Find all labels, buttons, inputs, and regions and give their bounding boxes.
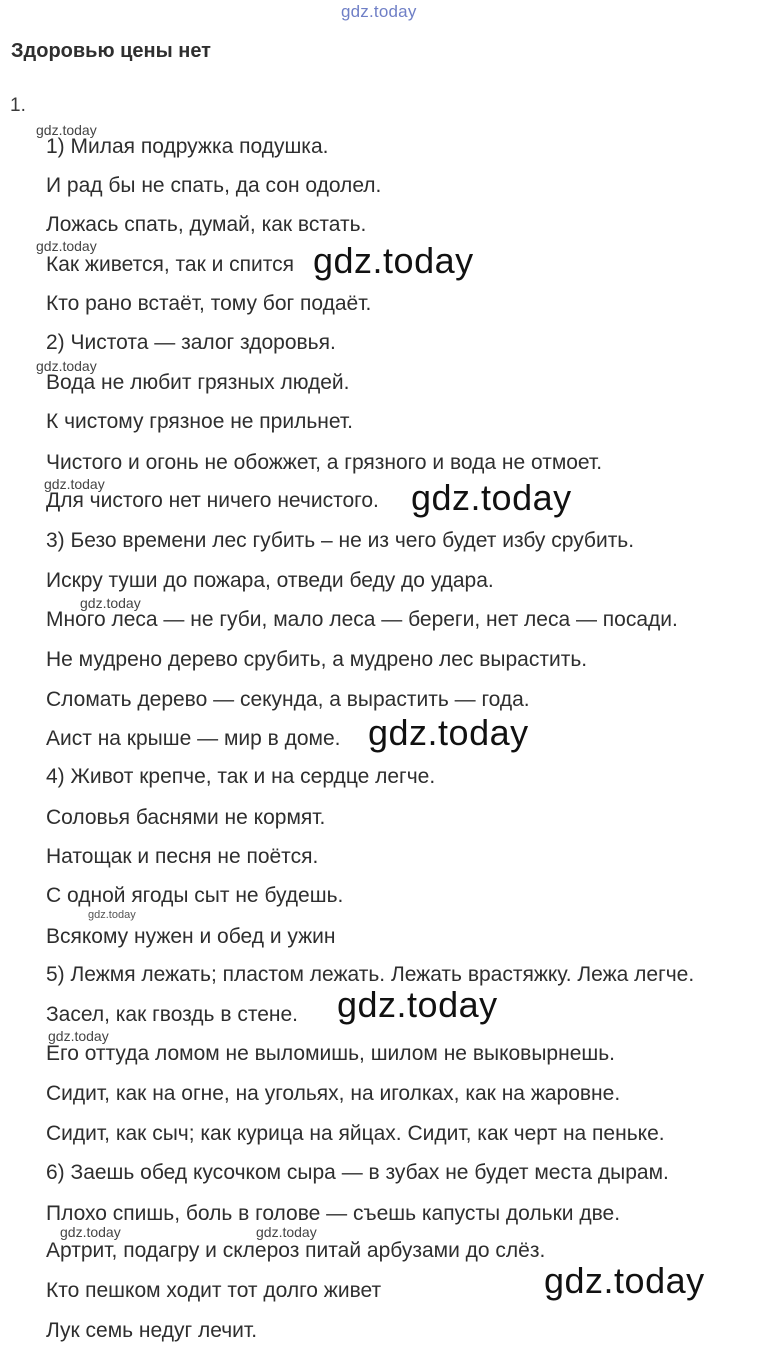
text-line: Лук семь недуг лечит. [46,1319,258,1342]
text-line: Для чистого нет ничего нечистого. [46,489,379,512]
text-line: Чистого и огонь не обожжет, а грязного и вода не отмоет. [46,451,603,474]
text-line: 4) Живот крепче, так и на сердце легче. [46,765,436,788]
text-line: Не мудрено дерево срубить, а мудрено лес вырастить. [46,648,588,671]
exercise-number: 1. [10,95,26,116]
watermark-large: gdz.today [337,984,498,1025]
text-line: Много леса — не губи, мало леса — береги, нет леса — посади. [46,608,678,631]
watermark-small: gdz.today [60,1224,121,1240]
text-line: Сидит, как на огне, на угольях, на иголках, как на жаровне. [46,1082,621,1105]
text-line: Ложась спать, думай, как встать. [46,213,367,236]
watermark-small: gdz.today [36,238,97,254]
text-line: 3) Безо времени лес губить – не из чего будет избу срубить. [46,529,635,552]
text-line: Натощак и песня не поётся. [46,845,319,868]
text-line: 2) Чистота — залог здоровья. [46,331,336,354]
watermark-small: gdz.today [80,595,141,611]
text-line: 5) Лежмя лежать; пластом лежать. Лежать врастяжку. Лежа легче. [46,963,695,986]
page-title: Здоровью цены нет [11,40,211,62]
watermark-small: gdz.today [44,476,105,492]
text-line: Вода не любит грязных людей. [46,371,350,394]
text-line: И рад бы не спать, да сон одолел. [46,174,382,197]
text-line: С одной ягоды сыт не будешь. [46,884,344,907]
text-line: Его оттуда ломом не выломишь, шилом не выковырнешь. [46,1042,615,1065]
text-line: К чистому грязное не прильнет. [46,410,353,433]
watermark-small: gdz.today [88,909,136,921]
watermark-small: gdz.today [48,1028,109,1044]
text-line: Сидит, как сыч; как курица на яйцах. Сидит, как черт на пеньке. [46,1122,665,1145]
watermark-large: gdz.today [313,240,474,281]
text-line: Искру туши до пожара, отведи беду до удара. [46,569,494,592]
text-line: Артрит, подагру и склероз питай арбузами до слёз. [46,1239,546,1262]
text-line: Плохо спишь, боль в голове — съешь капусты дольки две. [46,1202,621,1225]
text-line: Кто пешком ходит тот долго живет [46,1279,382,1302]
text-line: Засел, как гвоздь в стене. [46,1003,298,1026]
watermark-large: gdz.today [544,1260,705,1301]
text-line: Как живется, так и спится [46,253,295,276]
text-line: Аист на крыше — мир в доме. [46,727,341,750]
text-line: Соловья баснями не кормят. [46,806,326,829]
text-line: 6) Заешь обед кусочком сыра — в зубах не будет места дырам. [46,1161,669,1184]
watermark-small: gdz.today [36,358,97,374]
text-line: Кто рано встаёт, тому бог подаёт. [46,292,372,315]
watermark-large: gdz.today [411,477,572,518]
text-line: 1) Милая подружка подушка. [46,135,329,158]
text-line: Сломать дерево — секунда, а вырастить — года. [46,688,530,711]
watermark-large: gdz.today [368,712,529,753]
header-watermark: gdz.today [341,2,417,21]
watermark-small: gdz.today [36,122,97,138]
watermark-small: gdz.today [256,1224,317,1240]
text-line: Всякому нужен и обед и ужин [46,925,336,948]
